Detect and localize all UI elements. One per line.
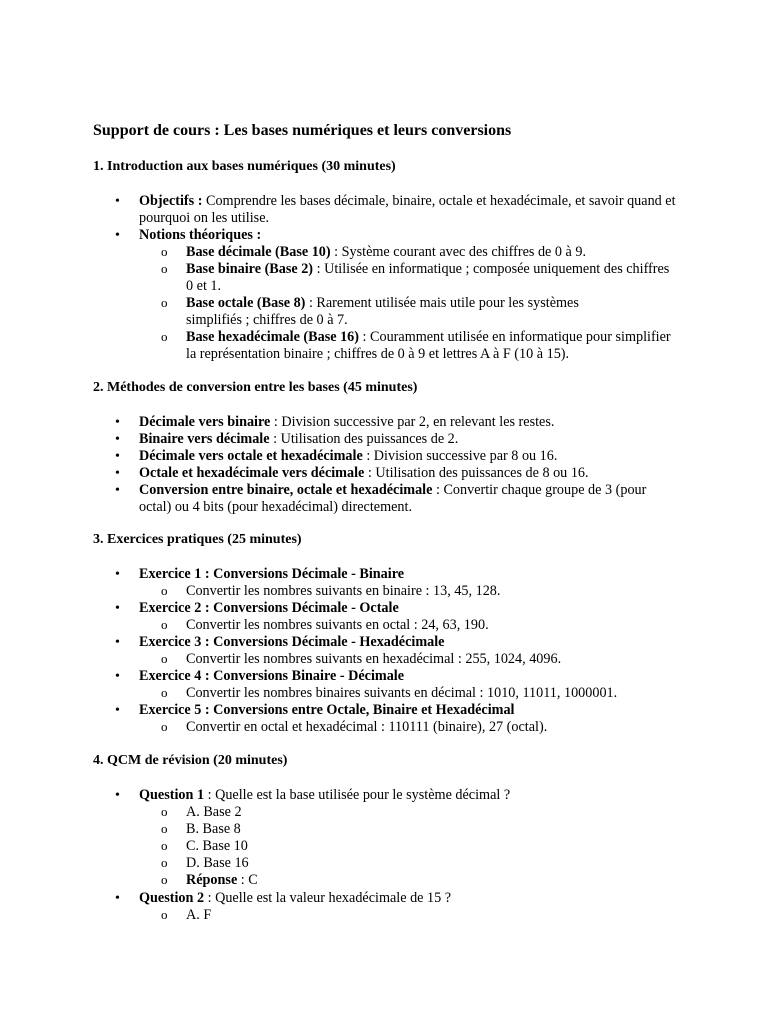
conversion-text: : Utilisation des puissances de 8 ou 16. — [364, 465, 589, 481]
answer-text: : C — [237, 872, 258, 888]
exercise-item — [139, 702, 514, 719]
answer-option: o A. Base 2 — [186, 804, 242, 821]
base-label: Base octale (Base 8) — [186, 295, 306, 311]
section-4-heading: 4. QCM de révision (20 minutes) — [93, 753, 288, 768]
list-item-objectifs — [139, 193, 679, 227]
answer-label: Réponse — [186, 872, 238, 888]
exercise-label: Exercice 4 : Conversions Binaire - Décimale — [139, 668, 405, 684]
conversion-text: : Division successive par 2, en relevant les restes. — [270, 414, 555, 430]
answer-option: o B. Base 8 — [186, 821, 241, 838]
base-label: Base décimale (Base 10) — [186, 244, 331, 260]
base-text: : Utilisée en informatique ; composée uniquement des chiffres 0 et 1. — [186, 261, 670, 294]
exercise-label: Exercice 5 : Conversions entre Octale, Binaire et Hexadécimal — [139, 702, 515, 718]
exercise-item — [139, 634, 444, 651]
section-2-heading: 2. Méthodes de conversion entre les bases (45 minutes) — [93, 380, 418, 395]
section-1-heading: 1. Introduction aux bases numériques (30 minutes) — [93, 159, 396, 174]
answer-option: o A. F — [186, 907, 211, 924]
base-item — [186, 295, 636, 329]
conversion-item — [139, 482, 669, 516]
question-item — [139, 890, 451, 907]
exercise-label: Exercice 2 : Conversions Décimale - Octale — [139, 600, 399, 616]
page-title: Support de cours : Les bases numériques et leurs conversions — [93, 122, 512, 139]
conversion-item — [139, 465, 589, 482]
notions-label: Notions théoriques : — [139, 227, 262, 243]
answer-option: o C. Base 10 — [186, 838, 248, 855]
question-text: : Quelle est la base utilisée pour le système décimal ? — [204, 787, 511, 803]
exercise-subitem: o Convertir les nombres suivants en octal : 24, 63, 190. — [186, 617, 489, 634]
list-item-notions — [139, 227, 261, 244]
exercise-label: Exercice 3 : Conversions Décimale - Hexadécimale — [139, 634, 445, 650]
exercise-item — [139, 668, 404, 685]
base-label: Base hexadécimale (Base 16) — [186, 329, 359, 345]
conversion-text: : Utilisation des puissances de 2. — [269, 431, 459, 447]
base-text: : Couramment utilisée en informatique pour simplifier la représentation binaire ; chiffres de 0 à 9 et lettres A à F (10 à 15). — [186, 329, 671, 362]
conversion-item — [139, 431, 458, 448]
question-label: Question 2 — [139, 890, 205, 906]
exercise-item — [139, 600, 399, 617]
conversion-label: Conversion entre binaire, octale et hexadécimale — [139, 482, 433, 498]
base-item — [186, 329, 676, 363]
conversion-label: Octale et hexadécimale vers décimale — [139, 465, 365, 481]
objectifs-text: Comprendre les bases décimale, binaire, octale et hexadécimale, et savoir quand et pourquoi on les utilise. — [139, 193, 676, 226]
conversion-item — [139, 448, 557, 465]
base-label: Base binaire (Base 2) — [186, 261, 314, 277]
exercise-subitem: o Convertir en octal et hexadécimal : 110111 (binaire), 27 (octal). — [186, 719, 547, 736]
section-3-heading: 3. Exercices pratiques (25 minutes) — [93, 532, 302, 547]
exercise-subitem: o Convertir les nombres suivants en hexadécimal : 255, 1024, 4096. — [186, 651, 561, 668]
conversion-label: Binaire vers décimale — [139, 431, 270, 447]
conversion-label: Décimale vers octale et hexadécimale — [139, 448, 363, 464]
question-label: Question 1 — [139, 787, 205, 803]
answer-option: o D. Base 16 — [186, 855, 249, 872]
base-item — [186, 244, 586, 261]
answer-item — [186, 872, 258, 889]
conversion-text: : Division successive par 8 ou 16. — [362, 448, 558, 464]
base-text: : Système courant avec des chiffres de 0 à 9. — [330, 244, 587, 260]
exercise-subitem: o Convertir les nombres suivants en binaire : 13, 45, 128. — [186, 583, 500, 600]
objectifs-label: Objectifs : — [139, 193, 203, 209]
question-text: : Quelle est la valeur hexadécimale de 15 ? — [204, 890, 452, 906]
conversion-label: Décimale vers binaire — [139, 414, 271, 430]
conversion-text: : Convertir chaque groupe de 3 (pour octal) ou 4 bits (pour hexadécimal) directement. — [139, 482, 647, 515]
exercise-item — [139, 566, 404, 583]
base-item — [186, 261, 676, 295]
base-text: : Rarement utilisée mais utile pour les systèmes simplifiés ; chiffres de 0 à 7. — [186, 295, 579, 328]
question-item — [139, 787, 510, 804]
exercise-label: Exercice 1 : Conversions Décimale - Binaire — [139, 566, 405, 582]
exercise-subitem: o Convertir les nombres binaires suivants en décimal : 1010, 11011, 1000001. — [186, 685, 617, 702]
conversion-item — [139, 414, 554, 431]
